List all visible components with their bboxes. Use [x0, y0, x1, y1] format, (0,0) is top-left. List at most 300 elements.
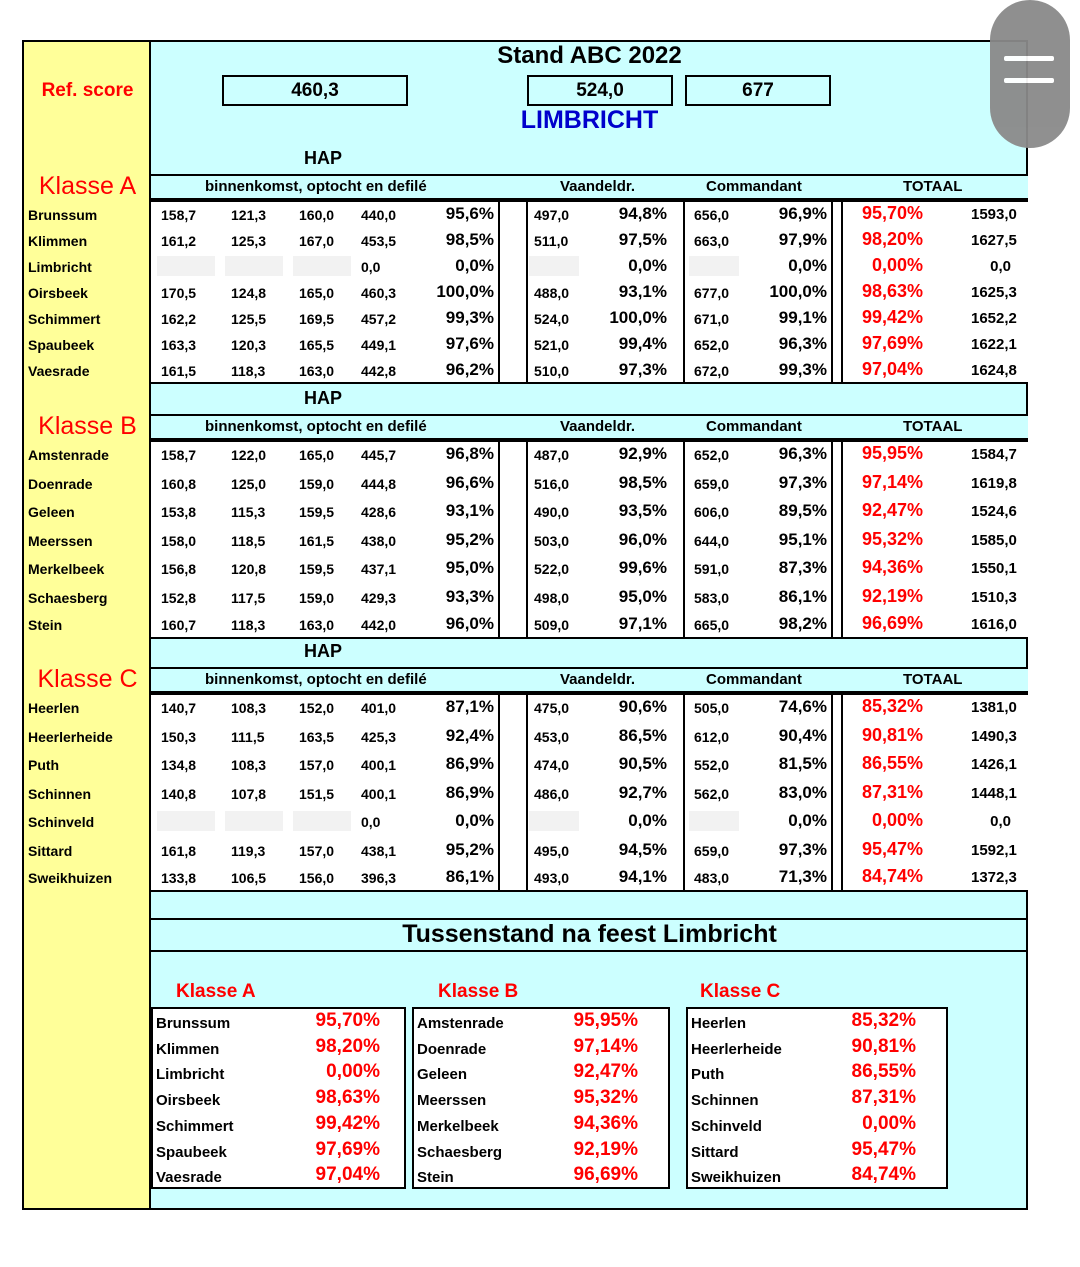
- score-totaal: 0,0: [990, 258, 1011, 275]
- score-vaandel-pct: 98,5%: [618, 473, 667, 492]
- score-vaandel: 510,0: [534, 363, 570, 379]
- table-row: [151, 228, 1028, 254]
- score-defile: 165,0: [299, 447, 335, 463]
- score-commandant-pct: 99,1%: [778, 308, 827, 327]
- summary-team-name: Schinveld: [691, 1117, 762, 1135]
- summary-row: [688, 1138, 946, 1164]
- score-hap-pct: 86,9%: [445, 783, 494, 802]
- score-hap-sum: 437,1: [361, 561, 397, 577]
- header-commandant: Commandant: [706, 418, 802, 435]
- table-row: [151, 585, 1028, 612]
- summary-row: [688, 1009, 946, 1035]
- score-totaal-pct: 95,32%: [861, 529, 923, 549]
- summary-team-pct: 97,04%: [315, 1164, 380, 1186]
- summary-row: [153, 1086, 404, 1112]
- score-vaandel-pct: 100,0%: [609, 308, 667, 327]
- summary-team-name: Puth: [691, 1066, 725, 1084]
- score-optocht: 108,3: [231, 757, 267, 773]
- table-row: [151, 695, 1028, 724]
- score-vaandel-pct: 94,8%: [618, 204, 667, 223]
- score-optocht: 125,3: [231, 233, 267, 249]
- hamburger-menu-icon[interactable]: [990, 0, 1070, 148]
- score-defile: 151,5: [299, 786, 335, 802]
- score-hap-pct: 97,6%: [445, 334, 494, 353]
- summary-team-name: Heerlen: [691, 1015, 747, 1032]
- score-totaal-pct: 90,81%: [861, 725, 923, 745]
- table-row: [151, 254, 1028, 280]
- score-sheet: [22, 40, 1028, 1210]
- score-vaandel: 488,0: [534, 285, 570, 301]
- score-totaal: 1550,1: [971, 560, 1017, 577]
- class-label: Klasse C: [37, 665, 138, 693]
- score-table: [151, 693, 1028, 892]
- score-defile: 159,5: [299, 504, 335, 520]
- score-totaal: 1593,0: [971, 206, 1017, 223]
- score-totaal-pct: 94,36%: [861, 557, 923, 577]
- summary-row: [414, 1060, 668, 1086]
- header-vaandel: Vaandeldr.: [560, 418, 636, 435]
- score-totaal: 1585,0: [971, 532, 1017, 549]
- score-commandant: 606,0: [694, 504, 730, 520]
- summary-team-name: Schinnen: [691, 1092, 759, 1110]
- score-commandant-pct: 83,0%: [778, 783, 827, 802]
- summary-team-name: Schaesberg: [417, 1143, 503, 1161]
- score-defile: 161,5: [299, 533, 335, 549]
- team-name: Meerssen: [28, 533, 93, 549]
- score-totaal-pct: 97,04%: [861, 359, 923, 379]
- summary-team-name: Sweikhuizen: [691, 1169, 782, 1187]
- score-optocht: 124,8: [231, 285, 267, 301]
- table-row: [151, 358, 1028, 382]
- score-hap-pct: 100,0%: [436, 282, 494, 301]
- summary-team-name: Geleen: [417, 1066, 468, 1084]
- score-hap-sum: 428,6: [361, 504, 397, 520]
- score-binnenkomst: 161,2: [161, 233, 197, 249]
- summary-team-pct: 95,70%: [315, 1010, 380, 1031]
- score-totaal-pct: 96,69%: [861, 613, 923, 633]
- score-hap-sum: 444,8: [361, 476, 397, 492]
- score-hap-sum: 438,0: [361, 533, 397, 549]
- score-commandant-pct: 89,5%: [778, 501, 827, 520]
- empty-cell: [529, 256, 579, 276]
- score-vaandel: 490,0: [534, 504, 570, 520]
- score-vaandel: 511,0: [534, 233, 569, 249]
- empty-cell: [293, 256, 351, 276]
- score-hap-sum: 438,1: [361, 843, 397, 859]
- score-commandant: 672,0: [694, 363, 730, 379]
- score-commandant: 652,0: [694, 337, 730, 353]
- score-vaandel: 524,0: [534, 311, 570, 327]
- score-commandant-pct: 0,0%: [788, 811, 827, 830]
- table-row: [151, 528, 1028, 556]
- location-title: LIMBRICHT: [520, 106, 659, 134]
- score-hap-pct: 0,0%: [455, 811, 494, 830]
- table-row: [151, 306, 1028, 332]
- score-totaal-pct: 98,63%: [861, 281, 923, 301]
- header-vaandel: Vaandeldr.: [560, 671, 636, 688]
- score-hap-pct: 96,2%: [445, 360, 494, 379]
- score-vaandel-pct: 93,1%: [618, 282, 667, 301]
- score-vaandel-pct: 90,6%: [618, 697, 667, 716]
- score-optocht: 121,3: [231, 207, 267, 223]
- score-optocht: 108,3: [231, 700, 267, 716]
- summary-team-pct: 95,95%: [573, 1010, 638, 1031]
- score-optocht: 111,5: [231, 729, 265, 745]
- summary-team-name: Limbricht: [156, 1066, 225, 1084]
- score-commandant-pct: 99,3%: [778, 360, 827, 379]
- team-name: Heerlerheide: [28, 729, 113, 745]
- table-header: [151, 174, 1028, 200]
- score-commandant: 652,0: [694, 447, 730, 463]
- score-hap-pct: 95,6%: [445, 204, 494, 223]
- score-commandant-pct: 0,0%: [788, 256, 827, 275]
- summary-team-pct: 87,31%: [851, 1087, 916, 1109]
- score-optocht: 107,8: [231, 786, 267, 802]
- score-commandant: 505,0: [694, 700, 730, 716]
- score-commandant-pct: 95,1%: [778, 530, 827, 549]
- table-row: [151, 442, 1028, 471]
- score-commandant-pct: 71,3%: [778, 867, 827, 886]
- score-commandant-pct: 97,3%: [778, 840, 827, 859]
- score-commandant-pct: 96,3%: [778, 444, 827, 463]
- summary-team-name: Brunssum: [156, 1015, 231, 1032]
- score-binnenkomst: 160,7: [161, 617, 197, 633]
- empty-cell: [157, 256, 215, 276]
- header-vaandel: Vaandeldr.: [560, 178, 636, 195]
- summary-row: [414, 1112, 668, 1138]
- score-binnenkomst: 158,0: [161, 533, 197, 549]
- score-vaandel-pct: 0,0%: [628, 256, 667, 275]
- class-label: Klasse A: [38, 172, 137, 200]
- score-commandant: 552,0: [694, 757, 730, 773]
- score-optocht: 120,3: [231, 337, 267, 353]
- table-row: [151, 809, 1028, 838]
- summary-row: [414, 1163, 668, 1189]
- hap-label: HAP: [304, 641, 343, 661]
- header-binnenkomst: binnenkomst, optocht en defilé: [205, 671, 427, 688]
- score-defile: 152,0: [299, 700, 335, 716]
- score-hap-sum: 453,5: [361, 233, 397, 249]
- score-optocht: 118,5: [231, 533, 266, 549]
- score-totaal-pct: 98,20%: [861, 229, 923, 249]
- score-hap-pct: 96,6%: [445, 473, 494, 492]
- score-totaal: 1524,6: [971, 503, 1017, 520]
- score-vaandel-pct: 99,4%: [618, 334, 667, 353]
- summary-row: [153, 1163, 404, 1189]
- table-row: [151, 499, 1028, 528]
- score-hap-sum: 442,0: [361, 617, 397, 633]
- score-commandant: 677,0: [694, 285, 730, 301]
- score-binnenkomst: 153,8: [161, 504, 197, 520]
- score-commandant-pct: 97,3%: [778, 473, 827, 492]
- score-hap-sum: 429,3: [361, 590, 397, 606]
- ref-value-commandant: 677: [685, 75, 831, 106]
- score-vaandel-pct: 97,5%: [618, 230, 667, 249]
- score-commandant: 663,0: [694, 233, 730, 249]
- header-totaal: TOTAAL: [903, 671, 963, 688]
- summary-row: [153, 1112, 404, 1138]
- score-commandant-pct: 100,0%: [769, 282, 827, 301]
- score-hap-sum: 396,3: [361, 870, 397, 886]
- summary-team-pct: 97,14%: [573, 1035, 638, 1057]
- summary-team-name: Meerssen: [417, 1092, 487, 1110]
- score-hap-pct: 86,9%: [445, 754, 494, 773]
- summary-row: [153, 1035, 404, 1061]
- score-vaandel-pct: 97,1%: [618, 614, 667, 633]
- score-binnenkomst: 163,3: [161, 337, 197, 353]
- score-vaandel: 522,0: [534, 561, 570, 577]
- score-totaal: 1624,8: [971, 362, 1017, 379]
- team-name: Amstenrade: [28, 447, 109, 463]
- team-name: Sittard: [28, 843, 73, 859]
- score-totaal-pct: 95,47%: [861, 839, 923, 859]
- table-row: [151, 612, 1028, 637]
- empty-cell: [293, 811, 351, 831]
- team-name: Doenrade: [28, 476, 93, 492]
- summary-team-pct: 90,81%: [851, 1035, 916, 1057]
- summary-row: [153, 1009, 404, 1035]
- score-hap-pct: 96,8%: [445, 444, 494, 463]
- score-hap-pct: 96,0%: [445, 614, 494, 633]
- score-binnenkomst: 150,3: [161, 729, 197, 745]
- score-totaal-pct: 86,55%: [861, 753, 923, 773]
- score-binnenkomst: 156,8: [161, 561, 197, 577]
- score-hap-pct: 93,1%: [445, 501, 494, 520]
- summary-team-name: Oirsbeek: [156, 1092, 221, 1110]
- header-commandant: Commandant: [706, 671, 802, 688]
- table-row: [151, 332, 1028, 358]
- score-totaal-pct: 87,31%: [861, 782, 923, 802]
- summary-team-name: Vaesrade: [156, 1169, 222, 1187]
- score-defile: 163,5: [299, 729, 335, 745]
- score-totaal-pct: 97,69%: [861, 333, 923, 353]
- empty-cell: [225, 256, 283, 276]
- score-vaandel: 495,0: [534, 843, 570, 859]
- team-name: Vaesrade: [28, 363, 90, 379]
- score-optocht: 125,5: [231, 311, 267, 327]
- team-name: Schaesberg: [28, 590, 108, 606]
- score-vaandel: 486,0: [534, 786, 570, 802]
- score-defile: 165,5: [299, 337, 335, 353]
- team-name: Heerlen: [28, 700, 80, 716]
- summary-table: [686, 1007, 948, 1189]
- score-optocht: 118,3: [231, 363, 266, 379]
- score-vaandel: 521,0: [534, 337, 570, 353]
- score-optocht: 125,0: [231, 476, 267, 492]
- score-totaal: 1510,3: [971, 589, 1017, 606]
- table-row: [151, 280, 1028, 306]
- summary-title: Tussenstand na feest Limbricht: [151, 918, 1028, 952]
- score-totaal: 1627,5: [971, 232, 1017, 249]
- summary-table: [412, 1007, 670, 1189]
- score-commandant-pct: 86,1%: [778, 587, 827, 606]
- summary-row: [414, 1009, 668, 1035]
- summary-team-name: Merkelbeek: [417, 1117, 499, 1135]
- empty-cell: [157, 811, 215, 831]
- summary-class-label: Klasse C: [700, 981, 781, 1002]
- score-table: [151, 200, 1028, 384]
- team-name: Limbricht: [28, 259, 92, 275]
- table-row: [151, 556, 1028, 585]
- hap-label: HAP: [304, 388, 343, 408]
- summary-team-pct: 95,47%: [851, 1138, 916, 1160]
- summary-row: [414, 1086, 668, 1112]
- score-binnenkomst: 162,2: [161, 311, 197, 327]
- header-binnenkomst: binnenkomst, optocht en defilé: [205, 178, 427, 195]
- summary-class-label: Klasse A: [176, 981, 256, 1002]
- score-hap-sum: 400,1: [361, 786, 397, 802]
- score-binnenkomst: 134,8: [161, 757, 197, 773]
- summary-row: [688, 1086, 946, 1112]
- summary-row: [414, 1035, 668, 1061]
- score-optocht: 118,3: [231, 617, 266, 633]
- summary-table: [151, 1007, 406, 1189]
- score-binnenkomst: 158,7: [161, 447, 197, 463]
- empty-cell: [689, 811, 739, 831]
- score-totaal: 1592,1: [971, 842, 1017, 859]
- score-defile: 159,0: [299, 476, 335, 492]
- score-vaandel-pct: 92,7%: [618, 783, 667, 802]
- summary-team-pct: 98,63%: [315, 1087, 380, 1109]
- score-commandant-pct: 97,9%: [778, 230, 827, 249]
- score-vaandel-pct: 94,5%: [618, 840, 667, 859]
- summary-team-name: Spaubeek: [156, 1143, 227, 1161]
- score-hap-sum: 442,8: [361, 363, 397, 379]
- score-hap-sum: 440,0: [361, 207, 397, 223]
- summary-team-name: Doenrade: [417, 1040, 487, 1058]
- score-commandant: 665,0: [694, 617, 730, 633]
- score-totaal-pct: 84,74%: [861, 866, 923, 886]
- table-row: [151, 865, 1028, 890]
- team-name: Puth: [28, 757, 60, 773]
- team-name: Oirsbeek: [28, 285, 88, 301]
- score-vaandel: 475,0: [534, 700, 570, 716]
- summary-team-pct: 98,20%: [315, 1035, 380, 1057]
- score-totaal-pct: 95,95%: [861, 443, 923, 463]
- score-vaandel: 474,0: [534, 757, 570, 773]
- score-commandant: 671,0: [694, 311, 730, 327]
- header-binnenkomst: binnenkomst, optocht en defilé: [205, 418, 427, 435]
- header-commandant: Commandant: [706, 178, 802, 195]
- score-totaal: 1619,8: [971, 475, 1017, 492]
- score-hap-sum: 445,7: [361, 447, 397, 463]
- score-defile: 167,0: [299, 233, 335, 249]
- score-binnenkomst: 160,8: [161, 476, 197, 492]
- score-totaal-pct: 95,70%: [861, 203, 923, 223]
- empty-cell: [689, 256, 739, 276]
- ref-score-label: Ref. score: [41, 80, 134, 101]
- summary-team-pct: 0,00%: [326, 1061, 380, 1083]
- table-header: [151, 414, 1028, 440]
- score-vaandel-pct: 97,3%: [618, 360, 667, 379]
- score-vaandel-pct: 99,6%: [618, 558, 667, 577]
- score-commandant: 659,0: [694, 843, 730, 859]
- score-hap-sum: 0,0: [361, 814, 381, 830]
- table-row: [151, 202, 1028, 228]
- summary-team-pct: 92,47%: [573, 1061, 638, 1083]
- score-totaal-pct: 92,19%: [861, 586, 923, 606]
- score-totaal-pct: 0,00%: [871, 810, 923, 830]
- score-binnenkomst: 152,8: [161, 590, 197, 606]
- score-vaandel: 516,0: [534, 476, 570, 492]
- hap-label: HAP: [304, 148, 343, 168]
- score-totaal: 1622,1: [971, 336, 1017, 353]
- score-hap-sum: 0,0: [361, 259, 381, 275]
- score-optocht: 115,3: [231, 504, 266, 520]
- score-totaal: 1490,3: [971, 728, 1017, 745]
- score-vaandel: 503,0: [534, 533, 570, 549]
- empty-cell: [529, 811, 579, 831]
- summary-row: [153, 1060, 404, 1086]
- team-name: Stein: [28, 617, 63, 633]
- summary-team-pct: 85,32%: [851, 1010, 916, 1031]
- summary-team-pct: 92,19%: [573, 1138, 638, 1160]
- summary-team-name: Amstenrade: [417, 1015, 504, 1032]
- team-name: Brunssum: [28, 207, 98, 223]
- ref-value-vaandel: 524,0: [527, 75, 673, 106]
- table-header: [151, 667, 1028, 693]
- score-commandant-pct: 81,5%: [778, 754, 827, 773]
- score-hap-sum: 400,1: [361, 757, 397, 773]
- score-commandant: 562,0: [694, 786, 730, 802]
- summary-team-pct: 95,32%: [573, 1087, 638, 1109]
- score-totaal-pct: 99,42%: [861, 307, 923, 327]
- team-name: Schimmert: [28, 311, 101, 327]
- score-optocht: 106,5: [231, 870, 267, 886]
- score-commandant: 483,0: [694, 870, 730, 886]
- score-defile: 169,5: [299, 311, 335, 327]
- team-name: Schinnen: [28, 786, 92, 802]
- score-hap-sum: 401,0: [361, 700, 397, 716]
- score-optocht: 122,0: [231, 447, 267, 463]
- score-defile: 159,5: [299, 561, 335, 577]
- summary-team-pct: 97,69%: [315, 1138, 380, 1160]
- score-vaandel: 509,0: [534, 617, 570, 633]
- table-row: [151, 471, 1028, 499]
- score-vaandel: 497,0: [534, 207, 570, 223]
- summary-class-label: Klasse B: [438, 981, 519, 1002]
- summary-team-name: Schimmert: [156, 1117, 234, 1135]
- score-vaandel: 453,0: [534, 729, 570, 745]
- score-hap-pct: 95,2%: [445, 530, 494, 549]
- score-vaandel-pct: 96,0%: [618, 530, 667, 549]
- score-totaal: 1381,0: [971, 699, 1017, 716]
- score-commandant-pct: 98,2%: [778, 614, 827, 633]
- summary-row: [688, 1060, 946, 1086]
- team-name: Spaubeek: [28, 337, 95, 353]
- summary-team-name: Heerlerheide: [691, 1040, 782, 1058]
- score-vaandel-pct: 90,5%: [618, 754, 667, 773]
- summary-team-pct: 0,00%: [862, 1112, 916, 1134]
- score-optocht: 119,3: [231, 843, 266, 859]
- score-commandant: 612,0: [694, 729, 730, 745]
- class-label: Klasse B: [38, 412, 137, 440]
- summary-row: [414, 1138, 668, 1164]
- score-hap-sum: 460,3: [361, 285, 397, 301]
- score-hap-sum: 425,3: [361, 729, 397, 745]
- score-commandant: 644,0: [694, 533, 730, 549]
- summary-row: [688, 1035, 946, 1061]
- score-binnenkomst: 161,5: [161, 363, 197, 379]
- score-hap-sum: 457,2: [361, 311, 397, 327]
- score-optocht: 117,5: [231, 590, 266, 606]
- score-binnenkomst: 140,8: [161, 786, 197, 802]
- score-totaal-pct: 97,14%: [861, 472, 923, 492]
- header-totaal: TOTAAL: [903, 178, 963, 195]
- score-totaal: 1616,0: [971, 616, 1017, 633]
- summary-team-pct: 86,55%: [851, 1061, 916, 1083]
- score-hap-pct: 87,1%: [445, 697, 494, 716]
